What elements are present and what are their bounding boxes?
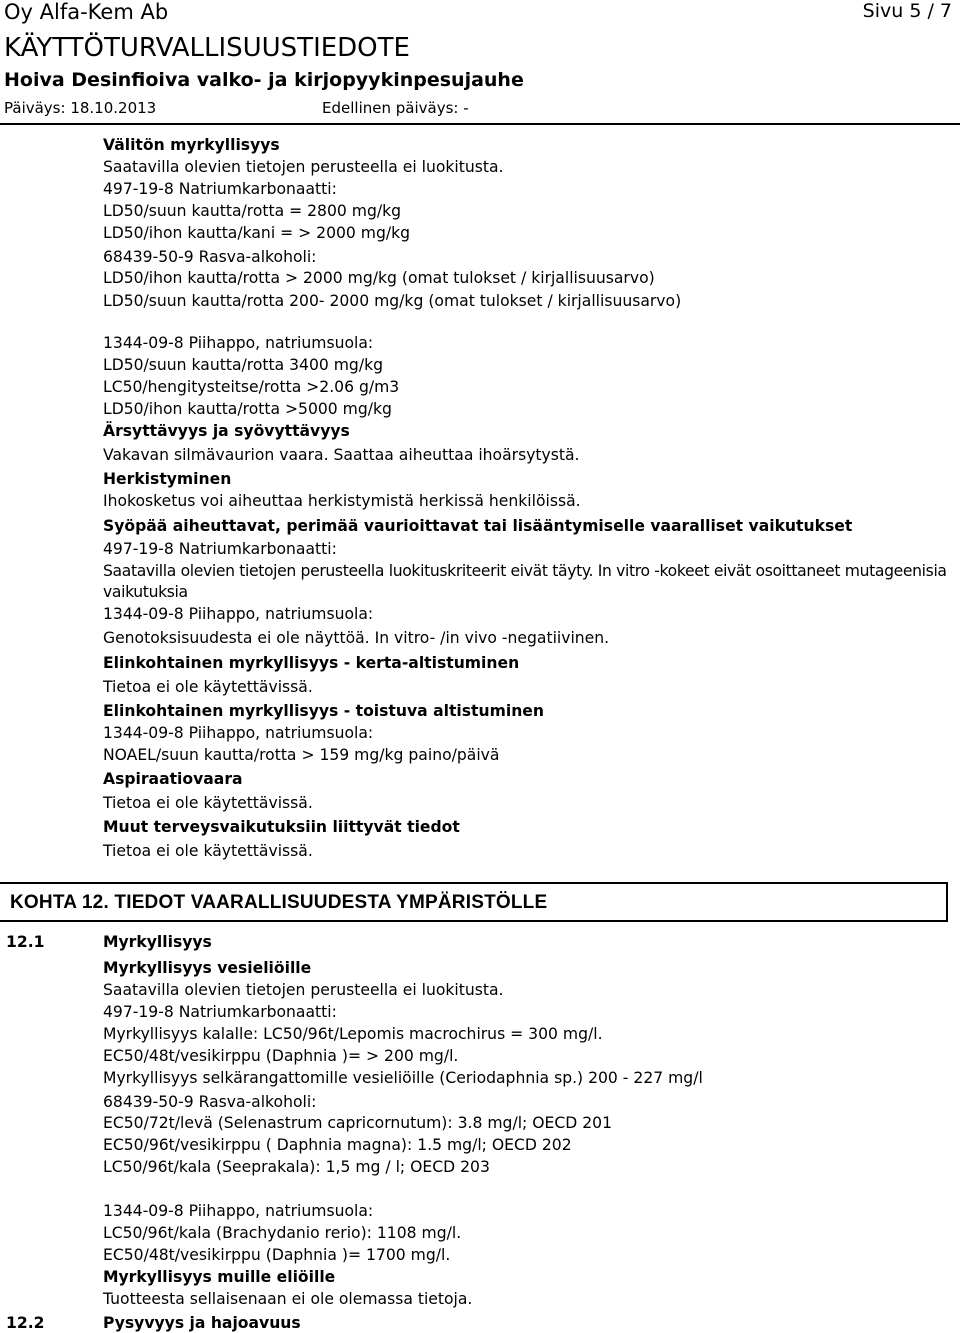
other-organisms-heading: Myrkyllisyys muille eliöille [103,1268,336,1286]
cmr-text: Saatavilla olevien tietojen perusteella luokituskriteerit eivät täyty. In vitro -kokeet eivät osoittaneet mutageenisia vaikutuksia [103,562,947,601]
other-organisms-text: Tuotteesta sellaisenaan ei ole olemassa tietoja. [103,1290,473,1308]
section-title: KOHTA 12. TIEDOT VAARALLISUUDESTA YMPÄRISTÖLLE [10,892,548,913]
tox-value: LD50/suun kautta/rotta = 2800 mg/kg [103,202,402,220]
tox-value: LD50/suun kautta/rotta 3400 mg/kg [103,356,384,374]
sensitisation-heading: Herkistyminen [103,470,232,488]
tox-value: LD50/ihon kautta/rotta >5000 mg/kg [103,400,392,418]
tox-value: LD50/ihon kautta/rotta > 2000 mg/kg (omat tulokset / kirjallisuusarvo) [103,269,655,287]
tox-value: LD50/ihon kautta/kani = > 2000 mg/kg [103,224,411,242]
substance-heading: 1344-09-8 Piihappo, natriumsuola: [103,1202,374,1220]
cmr-heading: Syöpää aiheuttavat, perimää vaurioittavat tai lisääntymiselle vaaralliset vaikutukset [103,517,853,535]
aspiration-heading: Aspiraatiovaara [103,770,243,788]
aspiration-text: Tietoa ei ole käytettävissä. [103,794,313,812]
aquatic-toxicity-heading: Myrkyllisyys vesieliöille [103,959,312,977]
subsection-title: Pysyvyys ja hajoavuus [103,1314,301,1332]
substance-heading: 497-19-8 Natriumkarbonaatti: [103,540,337,558]
ecotox-value: LC50/96t/kala (Brachydanio rerio): 1108 mg/l. [103,1224,462,1242]
acute-toxicity-heading: Välitön myrkyllisyys [103,136,280,154]
irritation-heading: Ärsyttävyys ja syövyttävyys [103,422,350,440]
cmr-text: Genotoksisuudesta ei ole näyttöä. In vitro- /in vivo -negatiivinen. [103,629,610,647]
ecotox-value: Myrkyllisyys selkärangattomille vesieliöille (Ceriodaphnia sp.) 200 - 227 mg/l [103,1069,703,1087]
ecotox-value: EC50/72t/levä (Selenastrum capricornutum): 3.8 mg/l; OECD 201 [103,1114,612,1132]
product-name: Hoiva Desinfioiva valko- ja kirjopyykinpesujauhe [4,69,524,91]
document-title: KÄYTTÖTURVALLISUUSTIEDOTE [4,33,410,63]
page-number: Sivu 5 / 7 [862,0,952,22]
previous-date: Edellinen päiväys: - [322,99,469,117]
substance-heading: 1344-09-8 Piihappo, natriumsuola: [103,334,374,352]
subsection-title: Myrkyllisyys [103,933,212,951]
acute-toxicity-note: Saatavilla olevien tietojen perusteella ei luokitusta. [103,158,504,176]
stot-re-text: NOAEL/suun kautta/rotta > 159 mg/kg paino/päivä [103,746,500,764]
other-effects-text: Tietoa ei ole käytettävissä. [103,842,313,860]
substance-heading: 1344-09-8 Piihappo, natriumsuola: [103,724,374,742]
substance-heading: 68439-50-9 Rasva-alkoholi: [103,1093,317,1111]
revision-date: Päiväys: 18.10.2013 [4,99,157,117]
tox-value: LD50/suun kautta/rotta 200- 2000 mg/kg (omat tulokset / kirjallisuusarvo) [103,292,682,310]
subsection-number: 12.1 [6,933,45,951]
ecotox-value: EC50/48t/vesikirppu (Daphnia )= 1700 mg/l. [103,1246,451,1264]
ecotox-value: LC50/96t/kala (Seeprakala): 1,5 mg / l; OECD 203 [103,1158,490,1176]
sensitisation-text: Ihokosketus voi aiheuttaa herkistymistä herkissä henkilöissä. [103,492,581,510]
other-effects-heading: Muut terveysvaikutuksiin liittyvät tiedot [103,818,460,836]
company-name: Oy Alfa-Kem Ab [4,0,169,24]
tox-value: LC50/hengitysteitse/rotta >2.06 g/m3 [103,378,400,396]
stot-se-text: Tietoa ei ole käytettävissä. [103,678,313,696]
subsection-number: 12.2 [6,1314,45,1332]
ecotox-value: Myrkyllisyys kalalle: LC50/96t/Lepomis macrochirus = 300 mg/l. [103,1025,603,1043]
irritation-text: Vakavan silmävaurion vaara. Saattaa aiheuttaa ihoärsytystä. [103,446,580,464]
header-divider [0,123,960,125]
substance-heading: 68439-50-9 Rasva-alkoholi: [103,248,317,266]
substance-heading: 497-19-8 Natriumkarbonaatti: [103,1003,337,1021]
ecotox-value: EC50/48t/vesikirppu (Daphnia )= > 200 mg/l. [103,1047,459,1065]
substance-heading: 497-19-8 Natriumkarbonaatti: [103,180,337,198]
ecotox-value: EC50/96t/vesikirppu ( Daphnia magna): 1.5 mg/l; OECD 202 [103,1136,572,1154]
stot-re-heading: Elinkohtainen myrkyllisyys - toistuva altistuminen [103,702,544,720]
aquatic-toxicity-note: Saatavilla olevien tietojen perusteella ei luokitusta. [103,981,504,999]
stot-se-heading: Elinkohtainen myrkyllisyys - kerta-altistuminen [103,654,520,672]
substance-heading: 1344-09-8 Piihappo, natriumsuola: [103,605,374,623]
